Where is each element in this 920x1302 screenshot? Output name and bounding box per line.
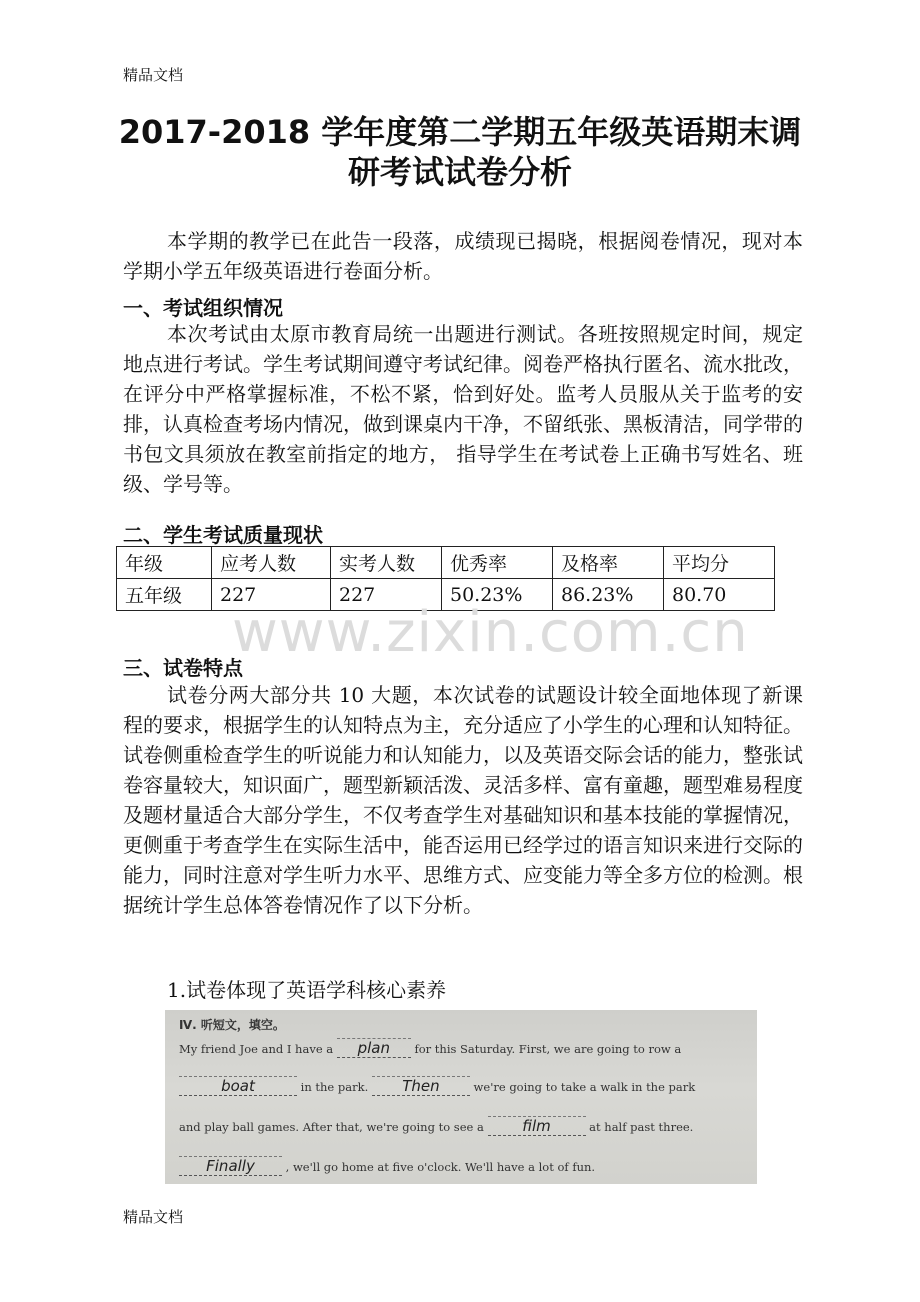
list-item-1: 1.试卷体现了英语学科核心素养 bbox=[167, 978, 447, 1002]
section-3-heading: 三、试卷特点 bbox=[123, 656, 243, 680]
table-cell: 优秀率 bbox=[442, 547, 553, 579]
page-footer: 精品文档 bbox=[123, 1208, 184, 1226]
title-line-2: 研考试试卷分析 bbox=[347, 153, 572, 191]
table-cell: 及格率 bbox=[553, 547, 664, 579]
answer-blank: film bbox=[488, 1116, 586, 1136]
table-cell: 年级 bbox=[117, 547, 212, 579]
photo-text: in the park. bbox=[300, 1080, 369, 1094]
table-header-row bbox=[117, 547, 775, 579]
photo-line-4 bbox=[179, 1156, 595, 1176]
section-1-heading: 一、考试组织情况 bbox=[123, 296, 283, 320]
table-cell: 227 bbox=[331, 579, 442, 611]
photo-text: and play ball games. After that, we're going to see a bbox=[179, 1120, 484, 1134]
photo-text: we're going to take a walk in the park bbox=[473, 1080, 696, 1094]
table-cell: 80.70 bbox=[664, 579, 775, 611]
photo-heading: Ⅳ. 听短文，填空。 bbox=[179, 1018, 285, 1032]
section-1-paragraph: 本次考试由太原市教育局统一出题进行测试。各班按照规定时间，规定地点进行考试。学生考试期间遵守考试纪律。阅卷严格执行匿名、流水批改，在评分中严格掌握标准，不松不紧，恰到好处。监考人员服从关于监考的安排，认真检查考场内情况，做到课桌内干净，不留纸张、黑板清洁，同学带的书包文具须放在教室前指定的地方， 指导学生在考试卷上正确书写姓名、班级、学号等。 bbox=[123, 322, 803, 496]
table-cell: 227 bbox=[212, 579, 331, 611]
table-cell: 50.23% bbox=[442, 579, 553, 611]
section-3-paragraph: 试卷分两大部分共 10 大题，本次试卷的试题设计较全面地体现了新课程的要求，根据学生的认知特点为主，充分适应了小学生的心理和认知特征。试卷侧重检查学生的听说能力和认知能力，以及英语交际会话的能力，整张试卷容量较大，知识面广，题型新颖活泼、灵活多样、富有童趣，题型难易程度及题材量适合大部分学生，不仅考查学生对基础知识和基本技能的掌握情况，更侧重于考查学生在实际生活中，能否运用已经学过的语言知识来进行交际的能力，同时注意对学生听力水平、思维方式、应变能力等全多方位的检测。根据统计学生总体答卷情况作了以下分析。 bbox=[123, 683, 803, 917]
title-line-1: 2017-2018 学年度第二学期五年级英语期末调 bbox=[118, 113, 802, 151]
exam-photo bbox=[165, 1010, 757, 1184]
document-title bbox=[110, 112, 810, 192]
answer-blank: boat bbox=[179, 1076, 297, 1096]
photo-text: for this Saturday. First, we are going to row a bbox=[414, 1042, 682, 1056]
table-cell: 平均分 bbox=[664, 547, 775, 579]
table-cell: 应考人数 bbox=[212, 547, 331, 579]
answer-blank: Finally bbox=[179, 1156, 282, 1176]
photo-line-1 bbox=[179, 1038, 681, 1058]
photo-line-2 bbox=[179, 1076, 695, 1096]
answer-blank: plan bbox=[337, 1038, 411, 1058]
page-header: 精品文档 bbox=[123, 66, 184, 84]
table-cell: 实考人数 bbox=[331, 547, 442, 579]
photo-text: My friend Joe and I have a bbox=[179, 1042, 334, 1056]
section-2-heading: 二、学生考试质量现状 bbox=[123, 523, 323, 547]
table-cell: 86.23% bbox=[553, 579, 664, 611]
intro-paragraph: 本学期的教学已在此告一段落，成绩现已揭晓，根据阅卷情况，现对本学期小学五年级英语进行卷面分析。 bbox=[123, 229, 803, 283]
watermark: www.zixin.com.cn bbox=[232, 600, 749, 665]
photo-line-3 bbox=[179, 1116, 693, 1136]
photo-text: , we'll go home at five o'clock. We'll have a lot of fun. bbox=[285, 1160, 596, 1174]
photo-text: at half past three. bbox=[589, 1120, 694, 1134]
answer-blank: Then bbox=[372, 1076, 470, 1096]
table-cell: 五年级 bbox=[117, 579, 212, 611]
